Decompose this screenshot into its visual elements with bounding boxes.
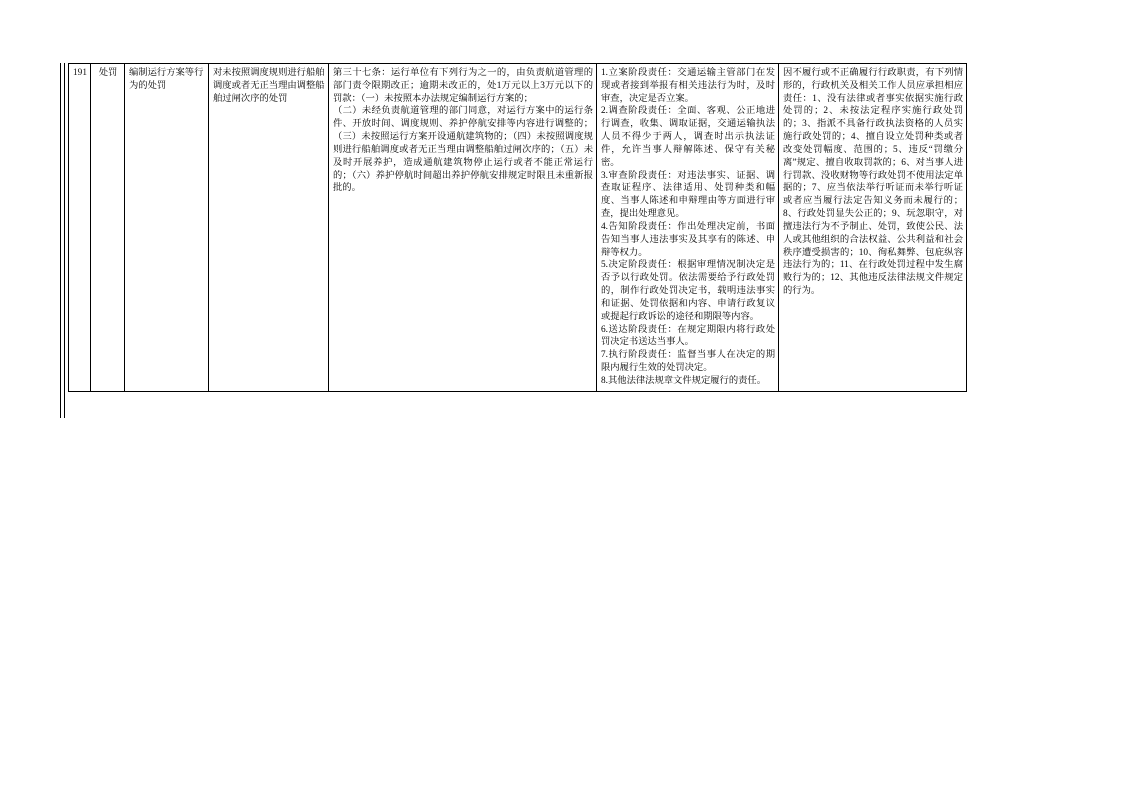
cell-penalty-type: 处罚 <box>91 64 125 392</box>
cell-accountability: 因不履行或不正确履行行政职责，有下列情形的，行政机关及相关工作人员应承担相应责任：1、没有法律或者事实依据实施行政处罚的；2、未按法定程序实施行政处罚的；3、指派不具备行政执法资格的人员实施行政处罚的；4、擅自设立处罚种类或者改变处罚幅度、范围的；5、违反“罚缴分离”规定、擅自收取罚款的；6、对当事人进行罚款、没收财物等行政处罚不使用法定单据的；7、应当依法举行听证而未举行听证或者应当履行法定告知义务而未履行的；8、行政处罚显失公正的；9、玩忽职守，对擅违法行为不予制止、处罚，致使公民、法人或其他组织的合法权益、公共利益和社会秩序遭受损害的；10、徇私舞弊、包庇纵容违法行为的；11、在行政处罚过程中发生腐败行为的；12、其他违反法律法规文件规定的行为。 <box>779 64 967 392</box>
responsibility-item: 7.执行阶段责任：监督当事人在决定的期限内履行生效的处罚决定。 <box>601 350 775 374</box>
responsibility-item: 2.调查阶段责任：全面、客观、公正地进行调查，收集、调取证据，交通运输执法人员不得少于两人，调查时出示执法证件，允许当事人辩解陈述、保守有关秘密。 <box>601 106 775 168</box>
cell-item-number: 191 <box>69 64 91 392</box>
page-left-rule-outer <box>60 63 61 418</box>
legal-basis-paragraph: 第三十七条：运行单位有下列行为之一的，由负责航道管理的部门责令限期改正；逾期未改正的，处1万元以上3万元以下的罚款：（一）未按照本办法规定编制运行方案的； <box>333 68 593 104</box>
responsibility-item: 5.决定阶段责任：根据审理情况制决定是否予以行政处罚。依法需要给予行政处罚的，制作行政处罚决定书，载明违法事实和证据、处罚依据和内容、申请行政复议或提起行政诉讼的途径和期限等内容。 <box>601 260 775 322</box>
administrative-penalty-table <box>68 63 967 392</box>
cell-legal-basis <box>329 64 597 392</box>
cell-responsibilities <box>597 64 779 392</box>
cell-penalty-name: 编制运行方案等行为的处罚 <box>125 64 209 392</box>
responsibility-item: 3.审查阶段责任：对违法事实、证据、调查取证程序、法律适用、处罚种类和幅度、当事人陈述和申辩理由等方面进行审查，提出处理意见。 <box>601 170 775 220</box>
page-left-rule-inner <box>64 63 65 418</box>
responsibility-item: 4.告知阶段责任：作出处理决定前，书面告知当事人违法事实及其享有的陈述、申辩等权力。 <box>601 221 775 258</box>
table-row <box>69 64 967 392</box>
legal-basis-paragraph: （二）未经负责航道管理的部门同意，对运行方案中的运行条件、开放时间、调度规则、养护停航安排等内容进行调整的；（三）未按照运行方案开设通航建筑物的；（四）未按照调度规则进行船舶调度或者无正当理由调整船舶过闸次序的；（五）未及时开展养护，造成通航建筑物停止运行或者不能正常运行的；（六）养护停航时间超出养护停航安排规定时限且未重新报批的。 <box>333 106 593 194</box>
cell-penalty-description: 对未按照调度规则进行船舶调度或者无正当理由调整船舶过闸次序的处罚 <box>209 64 329 392</box>
responsibility-item: 8.其他法律法规章文件规定履行的责任。 <box>601 375 767 386</box>
responsibility-item: 1.立案阶段责任：交通运输主管部门在发现或者接到举报有相关违法行为时，及时审查，决定是否立案。 <box>601 68 775 104</box>
responsibility-item: 6.送达阶段责任：在规定期限内将行政处罚决定书送达当事人。 <box>601 324 775 348</box>
